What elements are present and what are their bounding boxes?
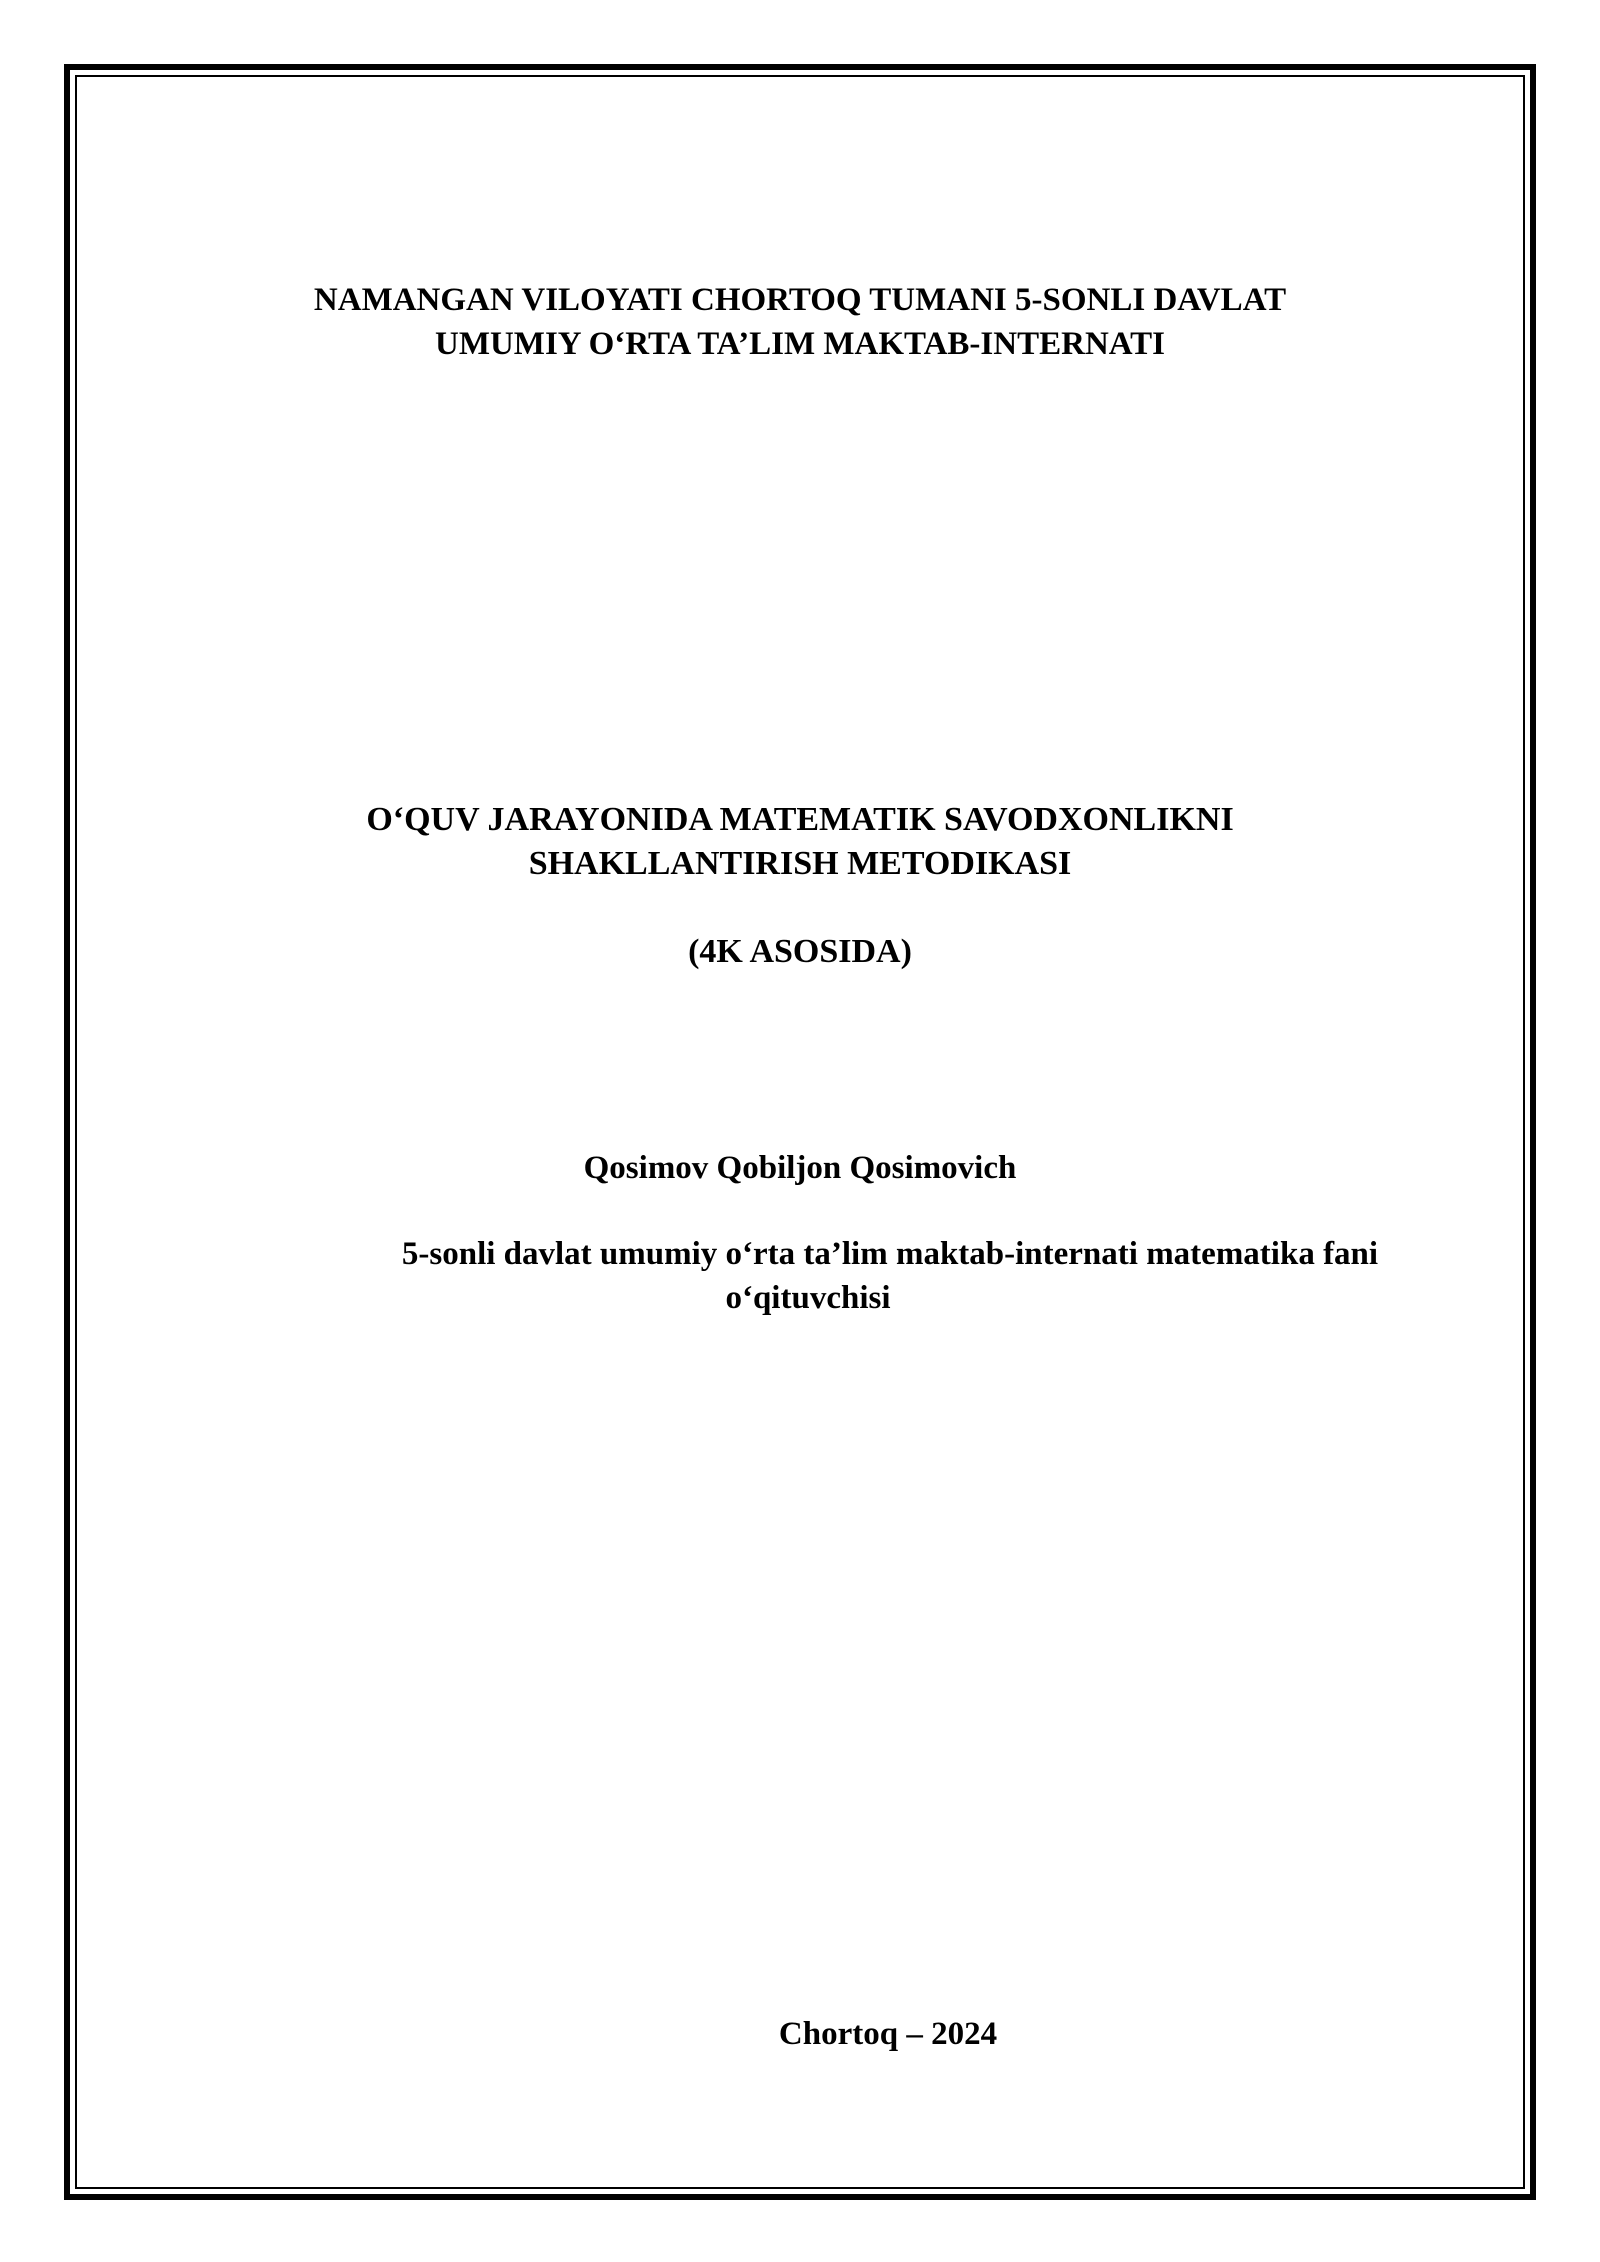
title-line-1: O‘QUV JARAYONIDA MATEMATIK SAVODXONLIKNI — [366, 801, 1234, 838]
author-position-line-2: o‘qituvchisi — [725, 1280, 891, 1316]
place-year: Chortoq – 2024 — [778, 2016, 998, 2052]
author-name: Qosimov Qobiljon Qosimovich — [583, 1150, 1017, 1186]
institution-line-2: UMUMIY O‘RTA TA’LIM MAKTAB-INTERNATI — [434, 326, 1166, 362]
author-position-line-1: 5-sonli davlat umumiy o‘rta ta’lim maktab-internati matematika fani — [401, 1236, 1379, 1272]
page-border-inner — [75, 75, 1525, 2189]
title-line-2: SHAKLLANTIRISH METODIKASI — [528, 845, 1072, 882]
institution-line-1: NAMANGAN VILOYATI CHORTOQ TUMANI 5-SONLI DAVLAT — [313, 282, 1287, 318]
title-subtitle: (4K ASOSIDA) — [688, 933, 912, 970]
